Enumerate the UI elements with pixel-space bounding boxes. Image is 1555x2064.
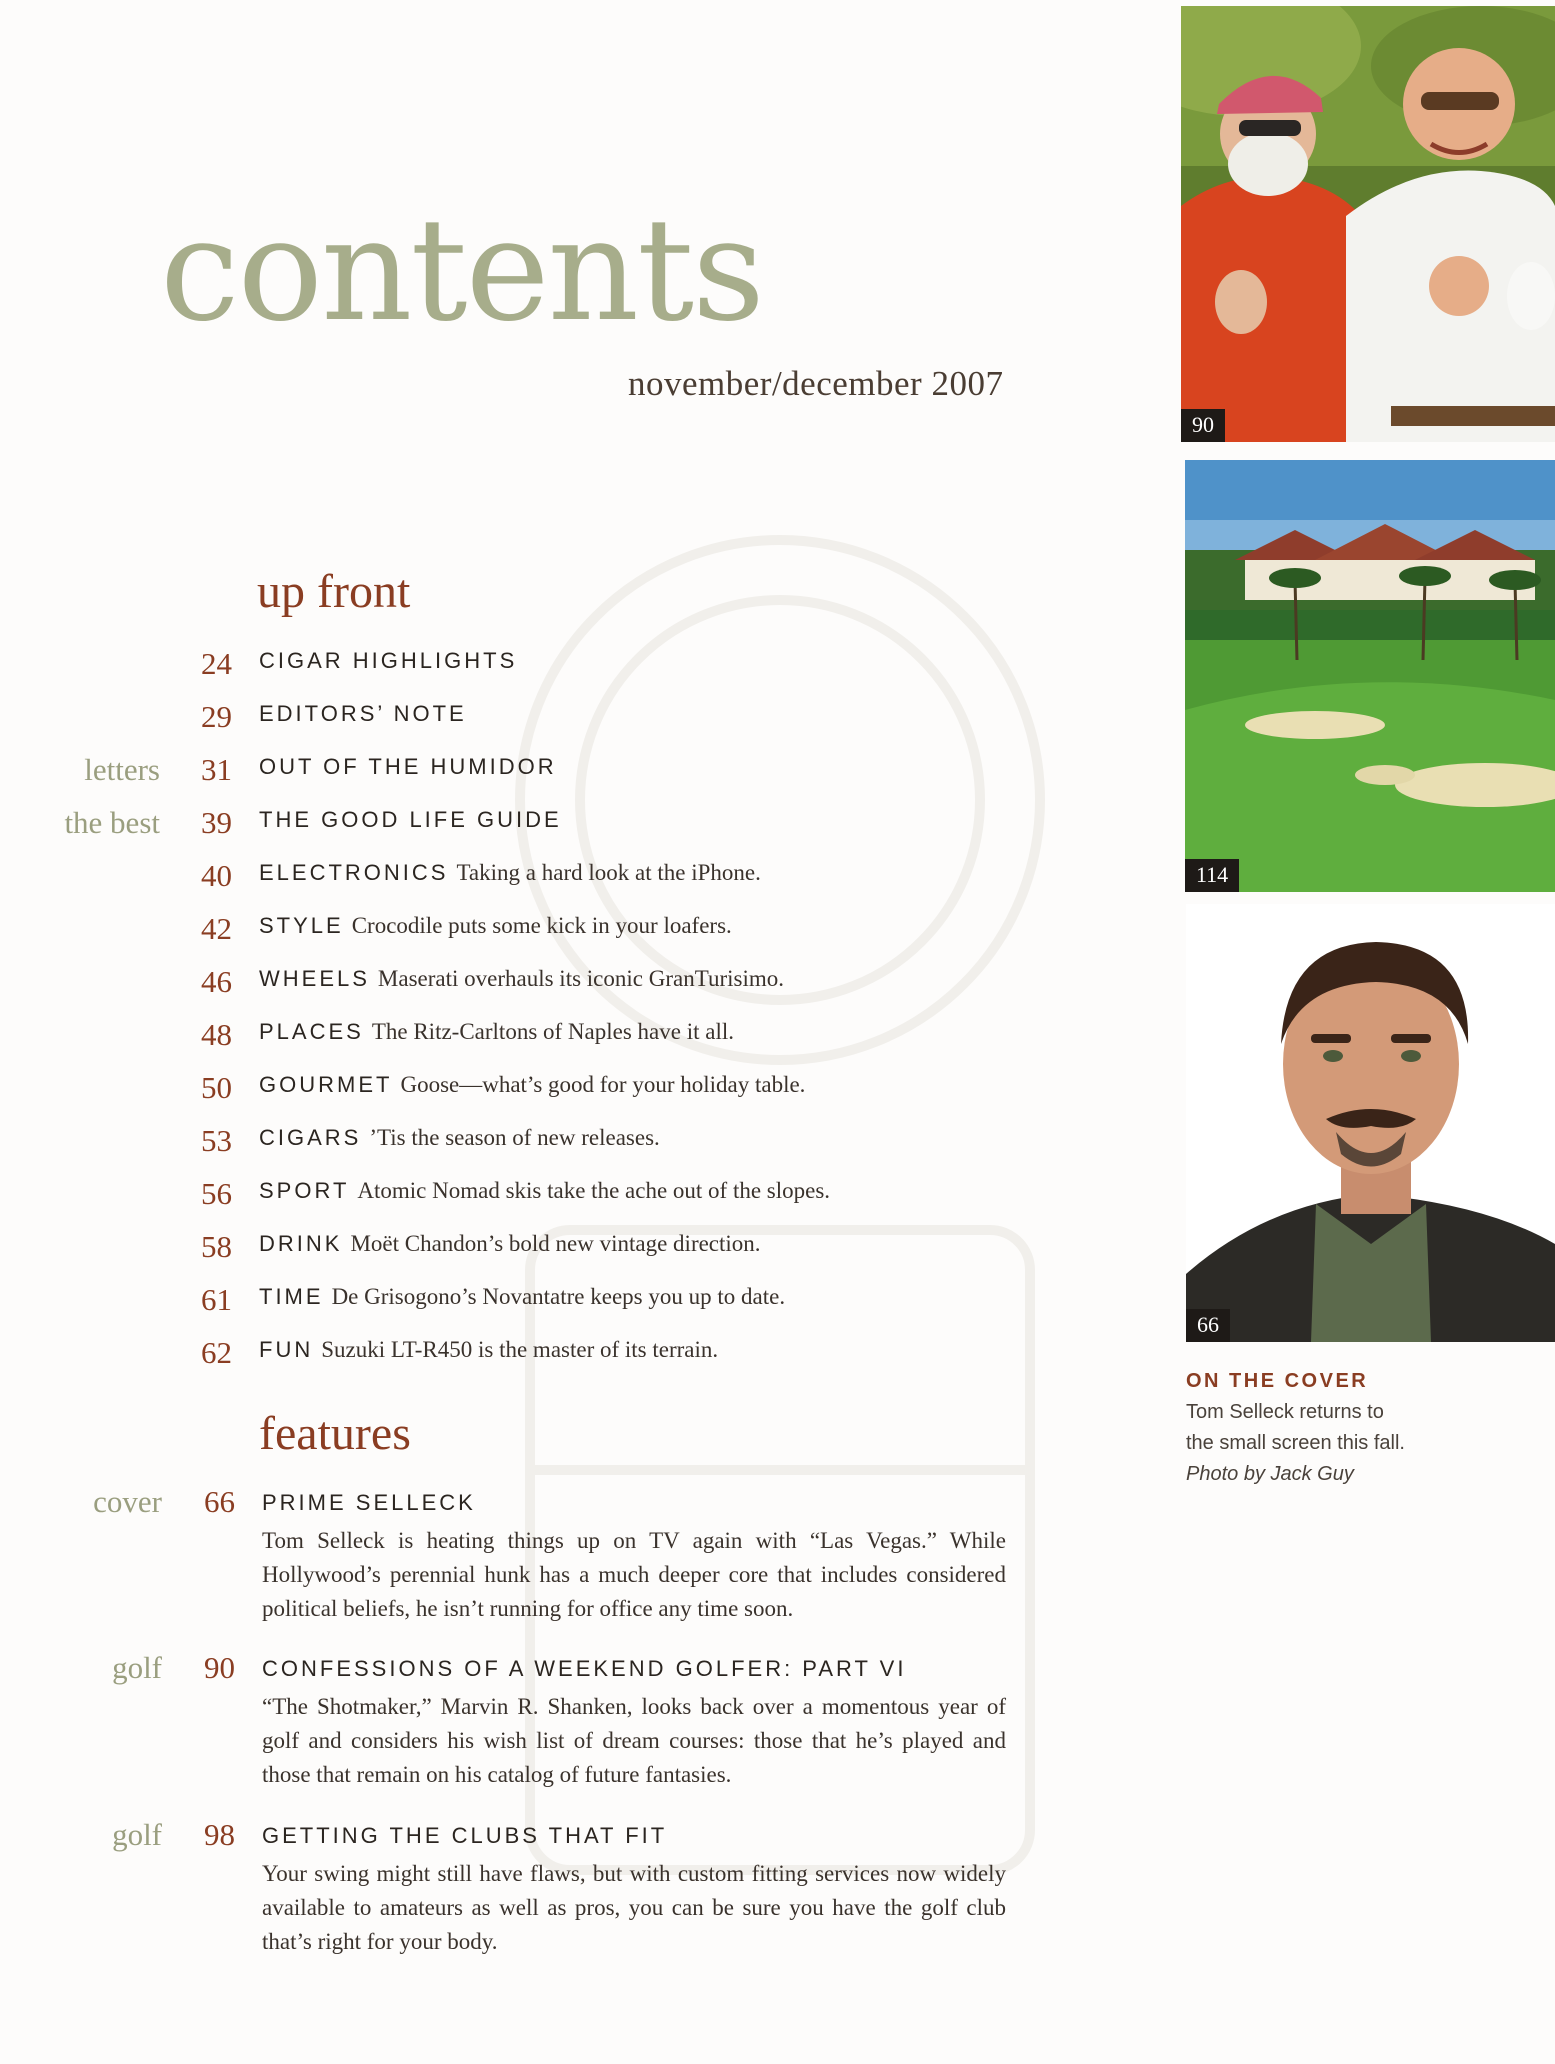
toc-entry[interactable] bbox=[0, 1176, 1050, 1226]
toc-entry[interactable] bbox=[0, 1229, 1050, 1279]
feature-description: Your swing might still have flaws, but with custom fitting services now widely available to amateurs as well as pros, you can be sure you have the golf club that’s right for your body. bbox=[262, 1861, 1006, 1954]
toc-description: Suzuki LT-R450 is the master of its terrain. bbox=[321, 1337, 719, 1362]
toc-page-number: 62 bbox=[201, 1335, 232, 1370]
toc-description: Taking a hard look at the iPhone. bbox=[456, 860, 761, 885]
page-title: contents bbox=[160, 188, 763, 353]
toc-description: Crocodile puts some kick in your loafers. bbox=[351, 913, 732, 938]
photo-credit: Photo by Jack Guy bbox=[1186, 1463, 1354, 1485]
toc-entry[interactable] bbox=[0, 1123, 1050, 1173]
toc-title: CIGARS bbox=[259, 1125, 362, 1150]
section-heading-up-front: up front bbox=[257, 565, 411, 618]
feature-title: PRIME SELLECK bbox=[262, 1490, 476, 1515]
toc-page-number: 48 bbox=[201, 1017, 232, 1052]
toc-title: FUN bbox=[259, 1337, 314, 1362]
toc-title: GOURMET bbox=[259, 1072, 393, 1097]
toc-entry[interactable] bbox=[0, 699, 1050, 749]
feature-page-number: 90 bbox=[204, 1650, 235, 1685]
cover-text-line: Tom Selleck returns to bbox=[1186, 1401, 1384, 1423]
cover-caption bbox=[1186, 1370, 1516, 1490]
photo-page-number: 114 bbox=[1185, 859, 1239, 892]
toc-page-number: 58 bbox=[201, 1229, 232, 1264]
cover-label: ON THE COVER bbox=[1186, 1370, 1369, 1392]
toc-department: the best bbox=[64, 805, 160, 840]
section-heading-features: features bbox=[259, 1407, 411, 1460]
feature-title: CONFESSIONS OF A WEEKEND GOLFER: PART VI bbox=[262, 1656, 907, 1681]
toc-title: PLACES bbox=[259, 1019, 364, 1044]
feature-entry[interactable] bbox=[0, 1484, 1050, 1634]
toc-page-number: 24 bbox=[201, 646, 232, 681]
resort-photo[interactable] bbox=[1185, 460, 1555, 892]
toc-page-number: 46 bbox=[201, 964, 232, 999]
feature-title: GETTING THE CLUBS THAT FIT bbox=[262, 1823, 668, 1848]
toc-entry[interactable] bbox=[0, 1335, 1050, 1385]
toc-title: THE GOOD LIFE GUIDE bbox=[259, 807, 562, 832]
toc-page-number: 42 bbox=[201, 911, 232, 946]
issue-date: november/december 2007 bbox=[628, 364, 1004, 403]
toc-entry[interactable] bbox=[0, 911, 1050, 961]
toc-title: TIME bbox=[259, 1284, 324, 1309]
toc-page-number: 31 bbox=[201, 752, 232, 787]
toc-page-number: 61 bbox=[201, 1282, 232, 1317]
toc-description: De Grisogono’s Novantatre keeps you up to date. bbox=[331, 1284, 786, 1309]
toc-title: OUT OF THE HUMIDOR bbox=[259, 754, 557, 779]
feature-entry[interactable] bbox=[0, 1650, 1050, 1800]
toc-entry[interactable] bbox=[0, 1282, 1050, 1332]
cover-portrait-photo[interactable] bbox=[1186, 904, 1555, 1342]
cover-text-line: the small screen this fall. bbox=[1186, 1432, 1405, 1454]
cover-text bbox=[1186, 1397, 1516, 1459]
toc-entry[interactable] bbox=[0, 1070, 1050, 1120]
toc-title: WHEELS bbox=[259, 966, 370, 991]
toc-title: STYLE bbox=[259, 913, 344, 938]
toc-page-number: 53 bbox=[201, 1123, 232, 1158]
golfers-photo[interactable] bbox=[1181, 6, 1555, 442]
toc-description: Goose—what’s good for your holiday table. bbox=[400, 1072, 806, 1097]
feature-entry[interactable] bbox=[0, 1817, 1050, 1967]
toc-page-number: 39 bbox=[201, 805, 232, 840]
toc-entry[interactable] bbox=[0, 646, 1050, 696]
toc-title: EDITORS’ NOTE bbox=[259, 701, 467, 726]
feature-description: Tom Selleck is heating things up on TV again with “Las Vegas.” While Hollywood’s perennial hunk has a much deeper core that includes considered political beliefs, he isn’t running for office any time soon. bbox=[262, 1528, 1006, 1621]
feature-department: cover bbox=[93, 1484, 162, 1519]
photo-page-number: 90 bbox=[1181, 409, 1225, 442]
feature-page-number: 98 bbox=[204, 1817, 235, 1852]
feature-department: golf bbox=[112, 1650, 162, 1685]
toc-description: The Ritz-Carltons of Naples have it all. bbox=[371, 1019, 734, 1044]
toc-entry[interactable] bbox=[0, 964, 1050, 1014]
toc-page-number: 40 bbox=[201, 858, 232, 893]
toc-description: ’Tis the season of new releases. bbox=[369, 1125, 660, 1150]
toc-title: SPORT bbox=[259, 1178, 350, 1203]
toc-department: letters bbox=[84, 752, 160, 787]
toc-page-number: 56 bbox=[201, 1176, 232, 1211]
toc-description: Maserati overhauls its iconic GranTurisimo. bbox=[377, 966, 784, 991]
toc-entry[interactable] bbox=[0, 858, 1050, 908]
toc-description: Atomic Nomad skis take the ache out of the slopes. bbox=[357, 1178, 831, 1203]
toc-entry[interactable] bbox=[0, 805, 1050, 855]
feature-department: golf bbox=[112, 1817, 162, 1852]
portrait-image bbox=[1186, 904, 1555, 1342]
toc-title: CIGAR HIGHLIGHTS bbox=[259, 648, 518, 673]
toc-title: ELECTRONICS bbox=[259, 860, 449, 885]
toc-description: Moët Chandon’s bold new vintage direction. bbox=[350, 1231, 761, 1256]
toc-page-number: 29 bbox=[201, 699, 232, 734]
toc-entry[interactable] bbox=[0, 1017, 1050, 1067]
toc-title: DRINK bbox=[259, 1231, 343, 1256]
toc-page-number: 50 bbox=[201, 1070, 232, 1105]
feature-page-number: 66 bbox=[204, 1484, 235, 1519]
toc-entry[interactable] bbox=[0, 752, 1050, 802]
photo-page-number: 66 bbox=[1186, 1309, 1230, 1342]
feature-description: “The Shotmaker,” Marvin R. Shanken, looks back over a momentous year of golf and considers his wish list of dream courses: those that he’s played and those that remain on his catalog of future fantasies. bbox=[262, 1694, 1006, 1787]
resort-image bbox=[1185, 460, 1555, 892]
golfers-image bbox=[1181, 6, 1555, 442]
